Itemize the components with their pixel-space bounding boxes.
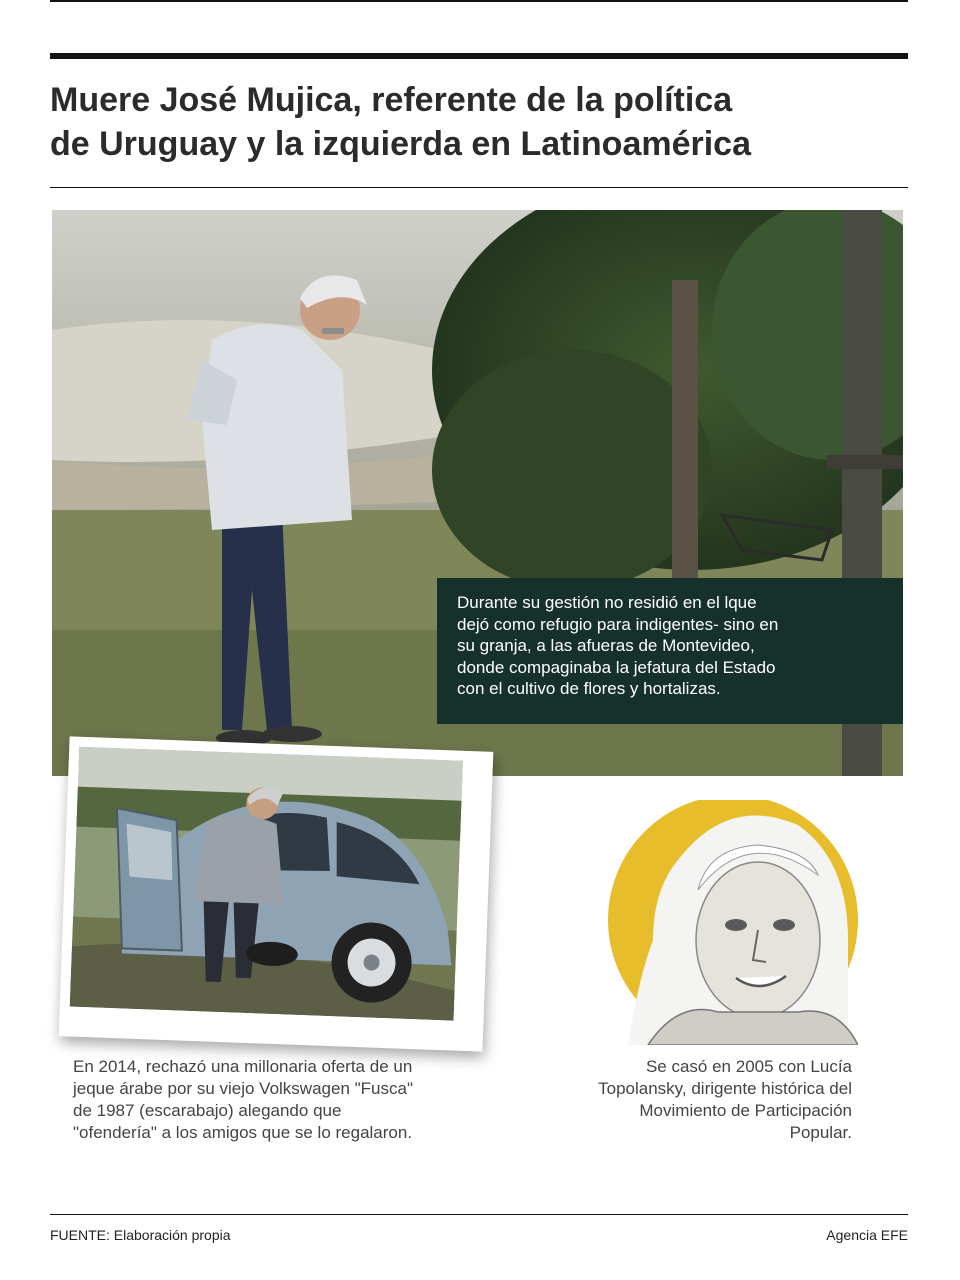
lucia-caption-line: Topolansky, dirigente histórica del bbox=[598, 1079, 852, 1098]
footer-source-value: Elaboración propia bbox=[109, 1227, 231, 1243]
title-divider bbox=[50, 187, 908, 188]
lucia-caption-line: Movimiento de Participación bbox=[639, 1101, 852, 1120]
headline bbox=[50, 78, 908, 166]
main-caption-line: su granja, a las afueras de Montevideo, bbox=[457, 636, 755, 655]
lucia-topolansky-portrait bbox=[608, 800, 858, 1045]
headline-line-1: Muere José Mujica, referente de la política bbox=[50, 81, 733, 119]
main-caption-line: dejó como refugio para indigentes- sino en bbox=[457, 614, 779, 634]
footer-source-label: FUENTE: bbox=[50, 1227, 110, 1243]
header-thick-rule bbox=[50, 53, 908, 59]
main-caption-line: con el cultivo de flores y hortalizas. bbox=[457, 679, 721, 698]
footer-source bbox=[50, 1227, 231, 1243]
lucia-photo-caption bbox=[560, 1056, 852, 1144]
main-photo-caption-box bbox=[437, 578, 903, 724]
lucia-caption-line: Popular. bbox=[789, 1123, 852, 1142]
car-caption-line: "ofendería" a los amigos que se lo regalaron. bbox=[73, 1123, 413, 1142]
top-rule bbox=[50, 0, 908, 2]
car-caption-line: de 1987 (escarabajo) alegando que bbox=[73, 1101, 342, 1120]
lucia-caption-line: Se casó en 2005 con Lucía bbox=[645, 1057, 852, 1076]
main-caption-line: donde compaginaba la jefatura del Estado bbox=[457, 657, 776, 677]
car-caption-line: jeque árabe por su viejo Volkswagen "Fusca" bbox=[73, 1079, 413, 1098]
main-caption-line: Durante su gestión no residió en el lque bbox=[457, 593, 757, 612]
headline-line-2: de Uruguay y la izquierda en Latinoamérica bbox=[50, 125, 751, 163]
footer-agency: Agencia EFE bbox=[826, 1227, 908, 1243]
footer-rule bbox=[50, 1214, 908, 1215]
car-photo-caption bbox=[73, 1056, 453, 1144]
car-caption-line: En 2014, rechazó una millonaria oferta de un bbox=[73, 1057, 413, 1076]
car-photo-volkswagen bbox=[59, 736, 494, 1051]
